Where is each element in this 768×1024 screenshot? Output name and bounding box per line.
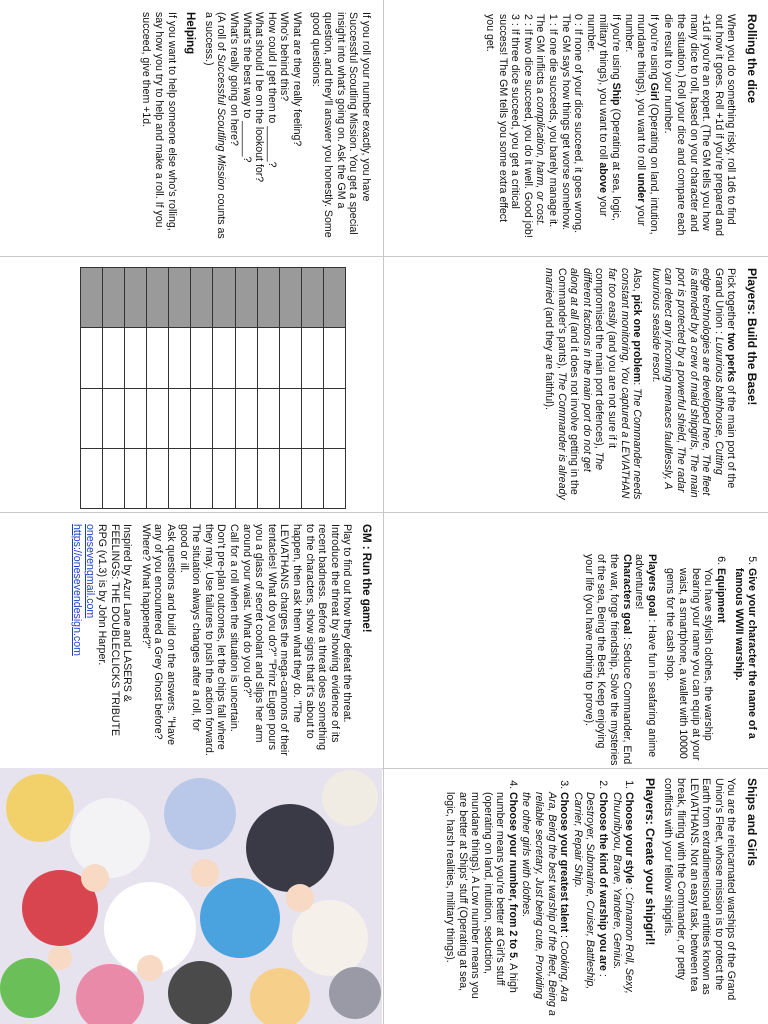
table-cell[interactable] [169, 388, 191, 448]
gm-text-1: Play to find out how they defeat the threat. Introduce the threat by showing evidence of its recent badness. Before a threat does something to the characters, show signs that it's about to happen, then ask them what they do. "The LEVIATHANS charges the mega-cannons of their tentacles! What do you do?" "Prinz Eugen pours you a glass of secret coolant and slips her arm around your waist. What do you do?" [240, 524, 354, 756]
table-cell[interactable] [125, 388, 147, 448]
list-item: 4. Choose your number, from 2 to 5. A high number means you're better at Girl's stuff (operating on land, intuition, seduction, mundane things). A Low number means you are better at Ships' stuff (Operating at sea, logic, harsh realities, military things). [443, 792, 519, 1016]
table-cell[interactable] [235, 268, 257, 328]
table-cell[interactable] [323, 388, 345, 448]
create-title: Players: Create your shipgirl! [642, 778, 657, 946]
table-cell[interactable] [257, 268, 279, 328]
table-cell[interactable] [125, 328, 147, 388]
cover-artwork [0, 768, 382, 1024]
scoreboard-table [80, 267, 346, 509]
panel-steps [384, 512, 768, 768]
question-item: Who's behind this? [278, 12, 291, 102]
website-link[interactable]: https://onesevendesign.com [70, 524, 83, 656]
table-cell[interactable] [81, 268, 103, 328]
table-cell[interactable] [279, 328, 301, 388]
table-cell[interactable] [103, 268, 125, 328]
table-cell[interactable] [191, 268, 213, 328]
credits: Inspired by Azur Lane and LASERS & FEELINGS: THE DOUBLECLICKS TRIBUTE RPG (v1.3) is by John Harper. [96, 524, 134, 737]
question-note: (A roll of Successful Scoutling Mission counts as a success.) [202, 12, 228, 239]
list-item: 5. Give your character the name of a famous WWII warship. [733, 568, 758, 766]
panel-scoreboard [0, 256, 383, 512]
shipgirls-illustration [0, 768, 382, 1024]
base-perks: Pick together two perks of the main port of the Grand Union : Luxurious bathhouse, Cutting edge technologies are developed here, The fleet is attended by a crew of maid shipgirls, The main port is protected by a powerful shield, The radar can detect any incoming menaces faultlessly, A luxurious seaside resort. [649, 268, 738, 498]
table-cell[interactable] [301, 388, 323, 448]
table-cell[interactable] [81, 448, 103, 508]
table-cell[interactable] [169, 328, 191, 388]
table-cell[interactable] [235, 328, 257, 388]
table-cell[interactable] [191, 388, 213, 448]
steps-list [664, 554, 758, 766]
table-cell[interactable] [169, 448, 191, 508]
question-item: What are they really feeling? [291, 12, 304, 147]
table-cell[interactable] [147, 388, 169, 448]
table-cell[interactable] [257, 328, 279, 388]
panel-base [384, 256, 768, 512]
table-cell[interactable] [301, 328, 323, 388]
table-cell[interactable] [169, 268, 191, 328]
table-cell[interactable] [323, 328, 345, 388]
question-list [202, 12, 303, 244]
table-cell[interactable] [103, 388, 125, 448]
table-cell[interactable] [257, 448, 279, 508]
table-cell[interactable] [301, 268, 323, 328]
table-cell[interactable] [235, 448, 257, 508]
table-cell[interactable] [257, 388, 279, 448]
intro-text: You are the reincarnated warships of the Grand Union's Fleet, whose mission is to protect the Earth from extradimensional entities known as LEVIATHANS. Not an easy task, between tea break, flirting with the Commander, or petty conflicts with your fellow shipgirls. [662, 778, 738, 1001]
table-row [81, 328, 346, 388]
panel-rolling [384, 0, 768, 256]
table-cell[interactable] [147, 328, 169, 388]
list-item: 3. Choose your greatest talent : Cooking, Ara Ara, Being the best warship of the fleet, Being a reliable secretary, Just being cute, Providing the other girls with clothes. [520, 792, 570, 1016]
panel-gm [0, 512, 383, 768]
gm-text-3: Ask questions and build on the answers. "Have any of you encountered a Grey Ghost before? Where? What happened?" [139, 524, 178, 746]
table-cell[interactable] [279, 388, 301, 448]
characters-goal: Characters goal : Seduce Commander, End the war, forge friendship, Solve the mysteries of the sea, Being the Best, Keep enjoying your life (you have nothing to prove). [582, 554, 633, 766]
table-row [81, 448, 346, 508]
table-cell[interactable] [103, 328, 125, 388]
result-one: 1 : If one die succeeds, you barely manage it. The GM inflicts a complication, harm, or cost. [534, 14, 560, 228]
result-zero: 0 : If none of your dice succeed, it goes wrong. The GM says how things get worse somehow. [559, 14, 585, 234]
list-item: 1. Choose your style : Cinnamon Roll, Sexy, Chuunibyou, Brave, Yandere, Genius. [610, 792, 635, 1016]
question-item: What's really going on here? [228, 12, 241, 146]
table-cell[interactable] [235, 388, 257, 448]
table-cell[interactable] [103, 448, 125, 508]
table-cell[interactable] [279, 268, 301, 328]
list-item: 2. Choose the kind of warship you are : Destroyer, Submarine, Cruiser, Battleship, Carrier, Repair Ship. [571, 792, 609, 1016]
create-list [443, 778, 635, 1016]
list-item: 6. Equipment You have stylish clothes, the warship bearing your name you can equip at your waist, a smartphone, a wallet with 10000 gems for the cash shop. [664, 568, 727, 766]
question-item: What's the best way to ______? [240, 12, 253, 163]
table-cell[interactable] [301, 448, 323, 508]
table-cell[interactable] [125, 448, 147, 508]
gm-text-2: Call for a roll when the situation is uncertain. Don't pre-plan outcomes, let the chips fall where they may. Use failures to push the action forward. The situation always changes after a roll, for good or ill. [177, 524, 241, 756]
result-three: 3 : If three dice succeed, you get a critical success! The GM tells you some extra effect you get. [484, 14, 522, 223]
table-cell[interactable] [147, 268, 169, 328]
panel-scouting [0, 0, 383, 256]
table-cell[interactable] [81, 388, 103, 448]
table-cell[interactable] [191, 448, 213, 508]
table-cell[interactable] [213, 388, 235, 448]
table-cell[interactable] [279, 448, 301, 508]
helping-title: Helping [184, 12, 197, 55]
table-cell[interactable] [213, 448, 235, 508]
scouting-intro: If you roll your number exactly, you have Successful Scoutling Mission. You get a special insight into what's going on. Ask the GM a question, and they'll answer you honestly. Some good questions: [309, 12, 372, 238]
helping-text: If you want to help someone else who's rolling, say how you try to help and make a roll. If you succeed, give them +1d. [140, 12, 178, 231]
base-problem: Also, pick one problem: The Commander needs constant monitoring, You captured a LEVIATHAN far too easily (and you are not sure if it compromised the main port defences), The different factions in the main port do not get along at all (and it does not involve getting in the Commander's pants), The Commander is already married (and they are faithful). [543, 268, 644, 500]
table-cell[interactable] [323, 448, 345, 508]
base-title: Players: Build the Base! [745, 268, 759, 406]
table-cell[interactable] [323, 268, 345, 328]
players-goal: Players goal : Have fun in seafaring anime adventures! [633, 554, 658, 758]
table-cell[interactable] [191, 328, 213, 388]
rolling-intro: When you do something risky, roll 1d6 to find out how it goes. Roll +1d if you're prepared and +1d if you're an expert. (The GM tells you how many dice to roll, based on your character and the situation.) Roll your dice and compare each die result to your number. [662, 14, 738, 236]
email-link[interactable]: onesevengmail.com [83, 524, 96, 619]
table-row [81, 388, 346, 448]
panel-intro [384, 768, 768, 1024]
table-cell[interactable] [213, 268, 235, 328]
scoreboard-table-wrapper [80, 267, 346, 509]
rolling-title: Rolling the dice [745, 14, 759, 104]
question-item: What should I be on the lookout for? [253, 12, 266, 183]
question-item: How could I get them to ______? [265, 12, 278, 168]
intro-title: Ships and Girls [745, 778, 759, 867]
table-cell[interactable] [213, 328, 235, 388]
rolling-ship: If you're using Ship (Operating at sea, logic, military things), you want to roll above your number. [584, 14, 623, 221]
table-cell[interactable] [81, 328, 103, 388]
result-two: 2 : If two dice succeed, you do it well. Good job! [521, 14, 534, 238]
rolling-girl: If you're using Girl (Operating on land, intution, mundane things), you want to roll under your number. [622, 14, 660, 235]
table-cell[interactable] [125, 268, 147, 328]
gm-title: GM : Run the game! [360, 524, 372, 633]
table-cell[interactable] [147, 448, 169, 508]
table-row [81, 268, 346, 328]
